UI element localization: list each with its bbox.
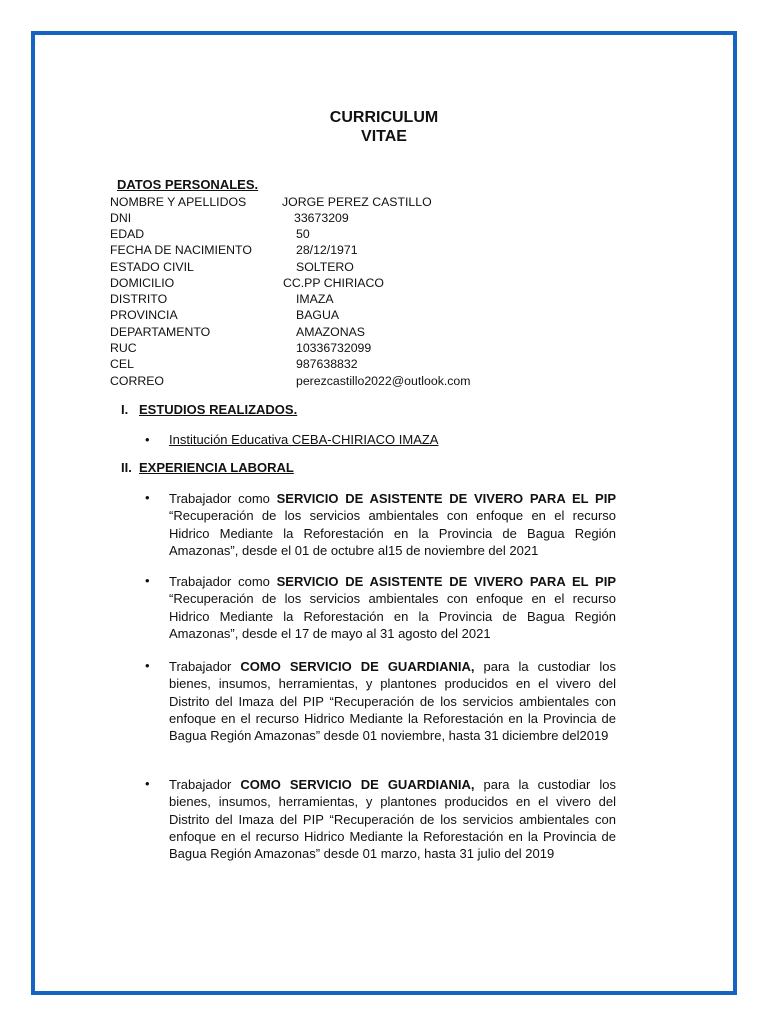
bullet-icon: • (145, 432, 150, 447)
experience-heading (121, 460, 294, 475)
item-text: “Recuperación de los servicios ambientales con enfoque en el recurso Hidrico Mediante la Reforestación en la Provincia de Bagua Región Amazonas”, desde el 17 de mayo al 31 agosto del 2021 (169, 591, 616, 641)
personal-data-heading: DATOS PERSONALES. (117, 177, 259, 192)
education-heading (121, 402, 297, 417)
row-value: perezcastillo2022@outlook.com (296, 374, 471, 388)
item-role: COMO SERVICIO DE GUARDIANIA, (240, 659, 475, 674)
item-text: Trabajador como (169, 574, 277, 589)
section-title: ESTUDIOS REALIZADOS. (139, 402, 298, 417)
row-label: FECHA DE NACIMIENTO (110, 243, 252, 257)
row-label: CORREO (110, 374, 164, 388)
row-value: IMAZA (296, 292, 334, 306)
item-text: para la custodiar los bienes, insumos, herramientas, y plantones producidos en el vivero del Distrito del Imaza del PIP “Recuperación de los servicios ambientales con enfoque en el recurso Hidrico Mediante la Reforestación en la Provincia de Bagua Región Amazonas” desde 01 marzo, hasta 31 julio del 2019 (169, 777, 617, 862)
row-label: PROVINCIA (110, 308, 178, 322)
row-value: JORGE PEREZ CASTILLO (282, 195, 432, 209)
row-label: DISTRITO (110, 292, 168, 306)
section-number: I. (121, 402, 129, 417)
bullet-icon: • (145, 490, 150, 505)
bullet-icon: • (145, 658, 150, 673)
row-value: 10336732099 (296, 341, 372, 355)
experience-item (169, 776, 616, 862)
row-value: CC.PP CHIRIACO (283, 276, 384, 290)
item-text: “Recuperación de los servicios ambientales con enfoque en el recurso Hidrico Mediante la Reforestación en la Provincia de Bagua Región Amazonas”, desde el 01 de octubre al15 de noviembre del 2021 (169, 508, 616, 558)
row-value: AMAZONAS (296, 325, 366, 339)
experience-item (169, 573, 616, 642)
row-label: DOMICILIO (110, 276, 175, 290)
row-label: DEPARTAMENTO (110, 325, 211, 339)
row-label: EDAD (110, 227, 145, 241)
row-value: 50 (296, 227, 310, 241)
bullet-icon: • (145, 776, 150, 791)
row-label: DNI (110, 211, 132, 225)
row-value: BAGUA (296, 308, 340, 322)
row-label: RUC (110, 341, 137, 355)
item-text: para la custodiar los bienes, insumos, herramientas, y plantones producidos en el vivero del Distrito del Imaza del PIP “Recuperación de los servicios ambientales con enfoque en el recurso Hidrico Mediante la Reforestación en la Provincia de Bagua Región Amazonas” desde 01 noviembre, hasta 31 diciembre del2019 (169, 659, 617, 744)
row-value: 987638832 (296, 357, 358, 371)
row-label: NOMBRE Y APELLIDOS (110, 195, 247, 209)
item-role: SERVICIO DE ASISTENTE DE VIVERO PARA EL PIP (276, 574, 616, 589)
row-label: ESTADO CIVIL (110, 260, 194, 274)
section-title: EXPERIENCIA LABORAL (139, 460, 294, 475)
bullet-icon: • (145, 573, 150, 588)
row-value: 28/12/1971 (296, 243, 358, 257)
item-role: COMO SERVICIO DE GUARDIANIA, (240, 777, 475, 792)
title-line-2: VITAE (361, 128, 407, 145)
section-number: II. (121, 460, 132, 475)
education-item: Institución Educativa CEBA-CHIRIACO IMAZA (169, 432, 439, 447)
item-text: Trabajador (169, 777, 241, 792)
row-label: CEL (110, 357, 134, 371)
item-role: SERVICIO DE ASISTENTE DE VIVERO PARA EL PIP (276, 491, 616, 506)
item-text: Trabajador (169, 659, 241, 674)
row-value: SOLTERO (296, 260, 354, 274)
experience-item (169, 490, 616, 559)
experience-item (169, 658, 616, 744)
item-text: Trabajador como (169, 491, 277, 506)
row-value: 33673209 (294, 211, 349, 225)
title-line-1: CURRICULUM (329, 109, 439, 126)
